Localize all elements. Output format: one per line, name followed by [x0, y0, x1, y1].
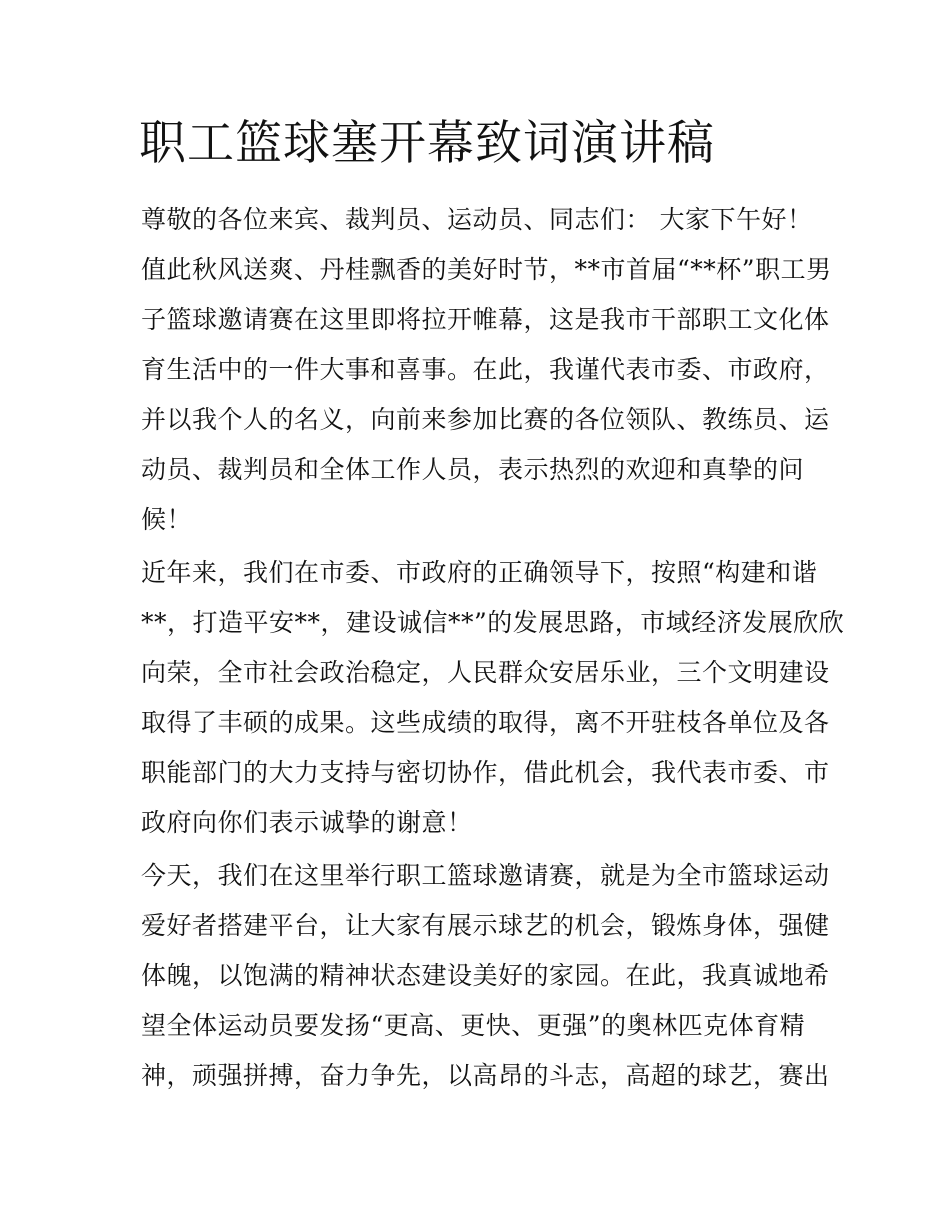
body-line: 并以我个人的名义，向前来参加比赛的各位领队、教练员、运: [141, 405, 830, 434]
document-title: 职工篮球塞开幕致词演讲稿: [139, 116, 715, 171]
body-line: 尊敬的各位来宾、裁判员、运动员、同志们： 大家下午好！: [141, 205, 813, 234]
body-line: 动员、裁判员和全体工作人员，表示热烈的欢迎和真挚的问: [141, 455, 805, 484]
body-line: 职能部门的大力支持与密切协作，借此机会，我代表市委、市: [141, 758, 830, 787]
body-line: 望全体运动员要发扬“更高、更快、更强”的奥林匹克体育精: [141, 1011, 806, 1040]
body-line: 近年来，我们在市委、市政府的正确领导下，按照“构建和谐: [141, 558, 818, 587]
body-line: 值此秋风送爽、丹桂飘香的美好时节，**市首届“**杯”职工男: [141, 255, 832, 284]
body-line: 政府向你们表示诚挚的谢意！: [141, 808, 473, 837]
body-line: **，打造平安**，建设诚信**”的发展思路，市域经济发展欣欣: [141, 608, 845, 637]
body-line: 取得了丰硕的成果。这些成绩的取得，离不开驻枝各单位及各: [141, 708, 830, 737]
body-line: 子篮球邀请赛在这里即将拉开帷幕，这是我市干部职工文化体: [141, 305, 830, 334]
body-line: 爱好者搭建平台，让大家有展示球艺的机会，锻炼身体，强健: [141, 911, 830, 940]
body-line: 神，顽强拼搏，奋力争先，以高昂的斗志，高超的球艺，赛出: [141, 1061, 830, 1090]
body-line: 向荣，全市社会政治稳定，人民群众安居乐业，三个文明建设: [141, 658, 830, 687]
body-line: 体魄，以饱满的精神状态建设美好的家园。在此，我真诚地希: [141, 961, 830, 990]
body-line: 候！: [141, 505, 193, 534]
body-line: 今天，我们在这里举行职工篮球邀请赛，就是为全市篮球运动: [141, 861, 830, 890]
body-line: 育生活中的一件大事和喜事。在此，我谨代表市委、市政府，: [141, 355, 830, 384]
